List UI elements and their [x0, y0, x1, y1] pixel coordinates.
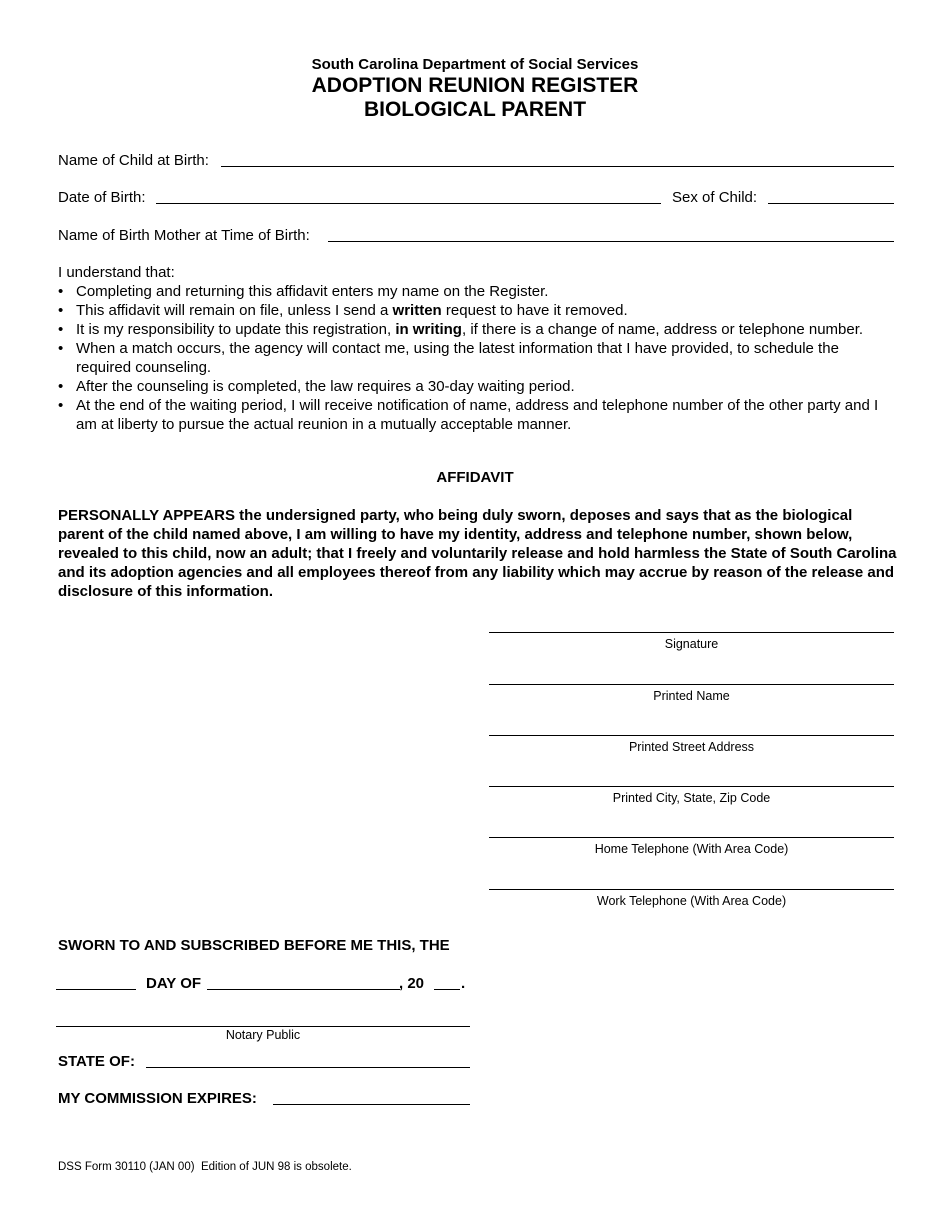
affidavit-body: PERSONALLY APPEARS the undersigned party, who being duly sworn, deposes and says that as the biological parent of the child named above, I am willing to have my identity, address and telephone number, shown below, revealed to this child, now an adult; that I freely and voluntarily release and hold harmless the State of South Carolina and its adoption agencies and all employees thereof from any liability which may accrue by reason of the release and disclosure of this information. — [58, 507, 897, 600]
street-address-field[interactable] — [489, 735, 894, 754]
work-phone-field[interactable] — [489, 889, 894, 908]
dob-label: Date of Birth: — [58, 189, 146, 206]
understand-list — [58, 282, 898, 434]
month-field[interactable] — [207, 989, 400, 990]
child-name-field[interactable] — [221, 166, 894, 167]
street-address-caption: Printed Street Address — [628, 740, 755, 754]
child-name-label: Name of Child at Birth: — [58, 152, 209, 169]
understand-intro: I understand that: — [58, 264, 175, 281]
affidavit-heading: AFFIDAVIT — [436, 469, 514, 486]
list-item: • This affidavit will remain on file, unless I send a written request to have it removed. — [58, 301, 898, 320]
year-field[interactable] — [434, 989, 460, 990]
day-field[interactable] — [56, 989, 136, 990]
mother-name-label: Name of Birth Mother at Time of Birth: — [58, 227, 310, 244]
dob-field[interactable] — [156, 203, 661, 204]
state-of-field[interactable] — [146, 1067, 470, 1068]
mother-name-field[interactable] — [328, 241, 894, 242]
form-footer: DSS Form 30110 (JAN 00) Edition of JUN 98 is obsolete. — [58, 1161, 352, 1173]
form-title: ADOPTION REUNION REGISTER — [311, 74, 639, 97]
period: . — [461, 975, 466, 992]
list-item: • When a match occurs, the agency will contact me, using the latest information that I have provided, to schedule the required counseling. — [58, 339, 898, 377]
city-state-zip-caption: Printed City, State, Zip Code — [612, 791, 771, 805]
notary-public-field[interactable] — [56, 1026, 470, 1042]
work-phone-caption: Work Telephone (With Area Code) — [596, 894, 787, 908]
day-of-label: DAY OF — [146, 975, 202, 992]
printed-name-caption: Printed Name — [653, 689, 730, 703]
home-phone-caption: Home Telephone (With Area Code) — [594, 842, 789, 856]
list-item: • After the counseling is completed, the law requires a 30-day waiting period. — [58, 377, 898, 396]
list-item: • Completing and returning this affidavit enters my name on the Register. — [58, 282, 898, 301]
year-prefix: , 20 — [399, 975, 425, 992]
sex-field[interactable] — [768, 203, 894, 204]
list-item: • It is my responsibility to update this registration, in writing, if there is a change of name, address or telephone number. — [58, 320, 898, 339]
home-phone-field[interactable] — [489, 837, 894, 856]
signature-field[interactable] — [489, 632, 894, 651]
printed-name-field[interactable] — [489, 684, 894, 703]
commission-field[interactable] — [273, 1104, 470, 1105]
city-state-zip-field[interactable] — [489, 786, 894, 805]
department-name: South Carolina Department of Social Services — [311, 56, 639, 73]
list-item: • At the end of the waiting period, I will receive notification of name, address and telephone number of the other party and I am at liberty to pursue the actual reunion in a mutually acceptable manner. — [58, 396, 898, 434]
sworn-statement: SWORN TO AND SUBSCRIBED BEFORE ME THIS, THE — [58, 937, 450, 954]
notary-public-caption: Notary Public — [225, 1028, 301, 1042]
state-of-label: STATE OF: — [58, 1053, 135, 1070]
signature-caption: Signature — [664, 637, 719, 651]
form-subtitle: BIOLOGICAL PARENT — [363, 98, 587, 121]
commission-label: MY COMMISSION EXPIRES: — [58, 1090, 257, 1107]
sex-label: Sex of Child: — [672, 189, 758, 206]
